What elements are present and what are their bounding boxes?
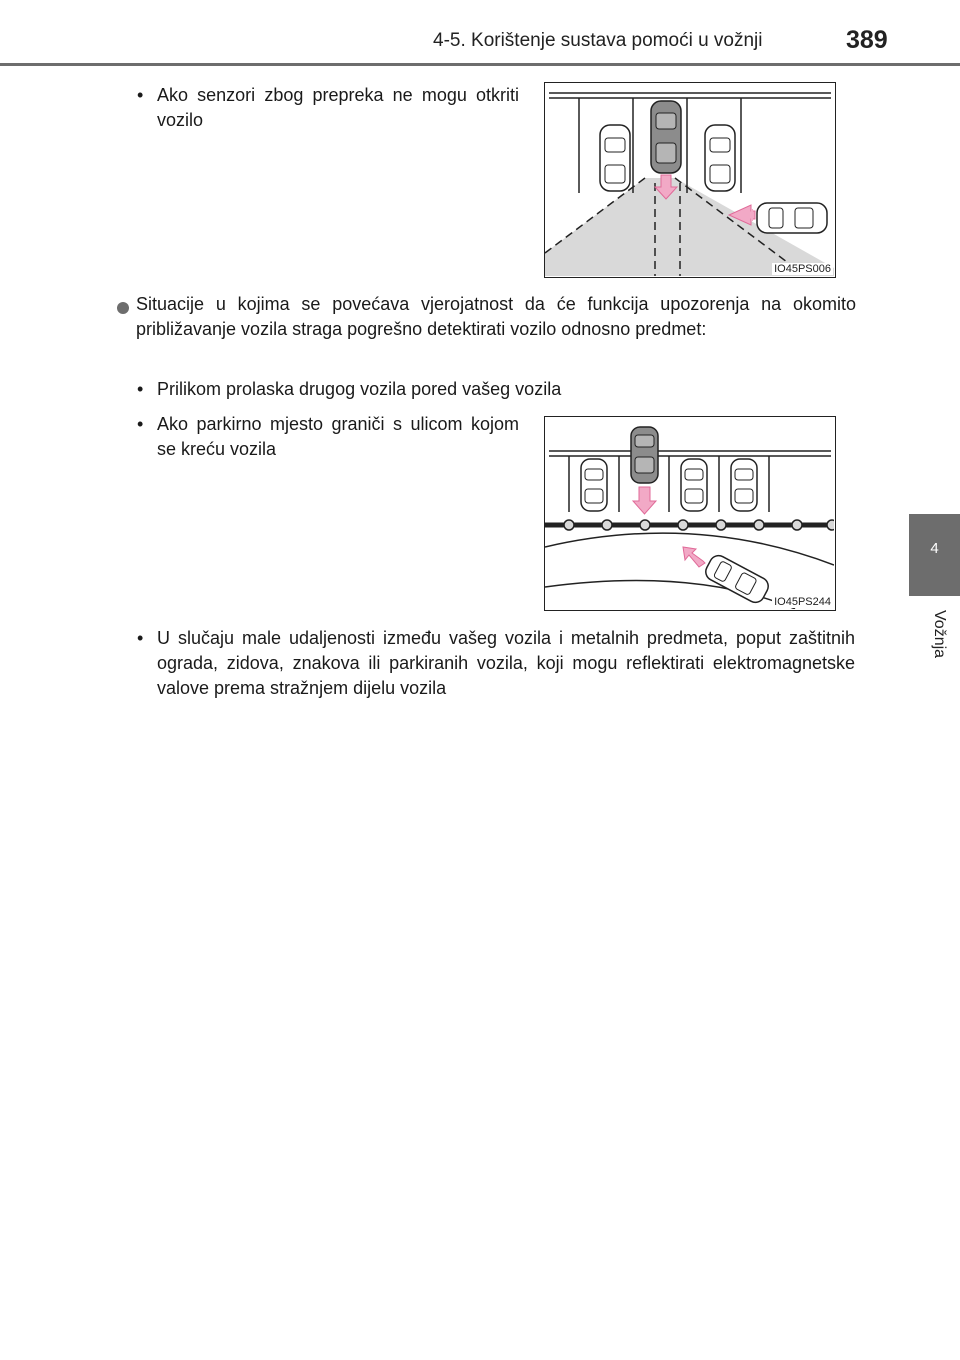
approach-arrow <box>683 547 705 567</box>
parked-car <box>581 459 607 511</box>
round-bullet-marker <box>117 302 129 314</box>
own-vehicle <box>631 427 658 483</box>
bullet-text: Prilikom prolaska drugog vozila pored vašeg vozila <box>157 379 562 399</box>
bullet-marker: • <box>137 85 144 105</box>
figure-obstructed-sensors <box>544 82 836 278</box>
figure-code: IO45PS244 <box>774 596 831 608</box>
bullet-marker: • <box>137 628 144 648</box>
figure-code: IO45PS006 <box>774 263 831 275</box>
approaching-vehicle <box>757 203 827 233</box>
bullet-text: U slučaju male udaljenosti između vašeg vozila i metalnih predmeta, poput zaštitnih ograda, zidova, znakova ili parkiranih vozila, koji mogu reflektirati elektromagnetske valove prema stražnjem dijelu vozila <box>157 628 855 698</box>
bullet-item-metal-objects <box>135 626 855 701</box>
situations-paragraph: Situacije u kojima se povećava vjerojatnost da će funkcija upozorenja na okomito približavanje vozila straga pogrešno detektirati vozilo odnosno predmet: <box>136 294 856 339</box>
bullet-text: Ako senzori zbog prepreka ne mogu otkriti vozilo <box>157 85 519 130</box>
approaching-vehicle <box>703 552 772 605</box>
figure-street-adjacent <box>544 416 836 611</box>
parked-car <box>681 459 707 511</box>
bullet-text: Ako parkirno mjesto graniči s ulicom kojom se kreću vozila <box>157 414 519 459</box>
bullet-marker: • <box>137 379 144 399</box>
bullet-marker: • <box>137 414 144 434</box>
parking-diagram-2 <box>545 417 834 609</box>
parked-car <box>731 459 757 511</box>
page-number: 389 <box>846 26 888 54</box>
chapter-number: 4 <box>930 540 939 557</box>
parked-car-left <box>600 125 630 191</box>
chapter-tab <box>909 514 960 596</box>
reverse-arrow <box>633 487 656 514</box>
bullet-item-passing-vehicle <box>135 377 855 402</box>
bullet-item-sensors-blocked <box>135 83 519 133</box>
header-divider <box>0 63 960 66</box>
parking-diagram-1 <box>545 83 834 276</box>
parked-car-right <box>705 125 735 191</box>
own-vehicle <box>651 101 681 173</box>
chapter-label: Vožnja <box>931 610 948 659</box>
section-title: 4-5. Korištenje sustava pomoći u vožnji <box>433 30 763 51</box>
bullet-item-street-adjacent <box>135 412 519 462</box>
